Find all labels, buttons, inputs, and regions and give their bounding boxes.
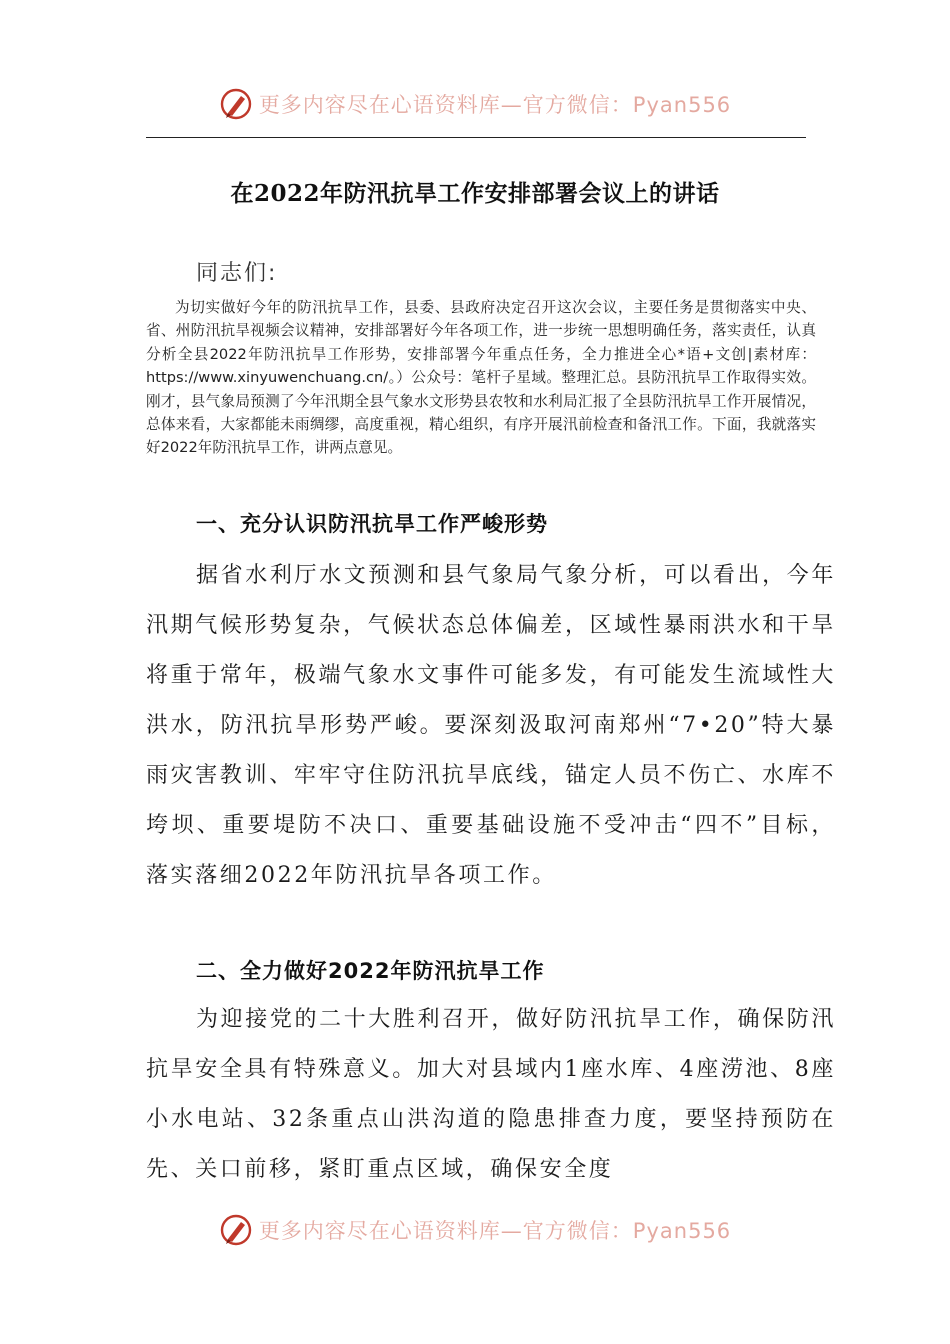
footer-banner <box>0 1210 950 1250</box>
pen-logo-icon <box>219 1213 253 1247</box>
header-banner <box>0 84 950 124</box>
header-banner-text: 更多内容尽在心语资料库—官方微信：Pyan556 <box>258 93 732 117</box>
intro-paragraph: 为切实做好今年的防汛抗旱工作，县委、县政府决定召开这次会议，主要任务是贯彻落实中央、省、州防汛抗旱视频会议精神，安排部署好今年各项工作，进一步统一思想明确任务，落实责任，认真分析全县2022年防汛抗旱工作形势，安排部署今年重点任务，全力推进全心*语+文创|素材库：https://www.xinyuwenchuang.cn/。）公众号：笔杆子星域。整理汇总。县防汛抗旱工作取得实效。刚才，县气象局预测了今年汛期全县气象水文形势县农牧和水利局汇报了全县防汛抗旱工作开展情况，总体来看，大家都能未雨绸缪，高度重视，精心组织，有序开展汛前检查和备汛工作。下面，我就落实好2022年防汛抗旱工作，讲两点意见。 <box>146 299 816 457</box>
pen-logo-icon <box>219 87 253 121</box>
footer-banner-text: 更多内容尽在心语资料库—官方微信：Pyan556 <box>258 1219 732 1243</box>
section-1-heading: 一、充分认识防汛抗旱工作严峻形势 <box>196 512 548 536</box>
section-1-paragraph: 据省水利厅水文预测和县气象局气象分析，可以看出，今年汛期气候形势复杂，气候状态总体偏差，区域性暴雨洪水和干旱将重于常年，极端气象水文事件可能多发，有可能发生流域性大洪水，防汛抗旱形势严峻。要深刻汲取河南郑州“7•20”特大暴雨灾害教训、牢牢守住防汛抗旱底线，锚定人员不伤亡、水库不垮坝、重要堤防不决口、重要基础设施不受冲击“四不”目标，落实落细2022年防汛抗旱各项工作。 <box>146 563 836 888</box>
greeting: 同志们: <box>196 261 278 286</box>
header-divider <box>146 137 806 138</box>
section-2-heading: 二、全力做好2022年防汛抗旱工作 <box>196 959 545 983</box>
document-title: 在2022年防汛抗旱工作安排部署会议上的讲话 <box>230 180 720 207</box>
section-2-paragraph: 为迎接党的二十大胜利召开，做好防汛抗旱工作，确保防汛抗旱安全具有特殊意义。加大对县域内1座水库、4座涝池、8座小水电站、32条重点山洪沟道的隐患排查力度，要坚持预防在先、关口前移，紧盯重点区域，确保安全度 <box>146 1007 836 1182</box>
